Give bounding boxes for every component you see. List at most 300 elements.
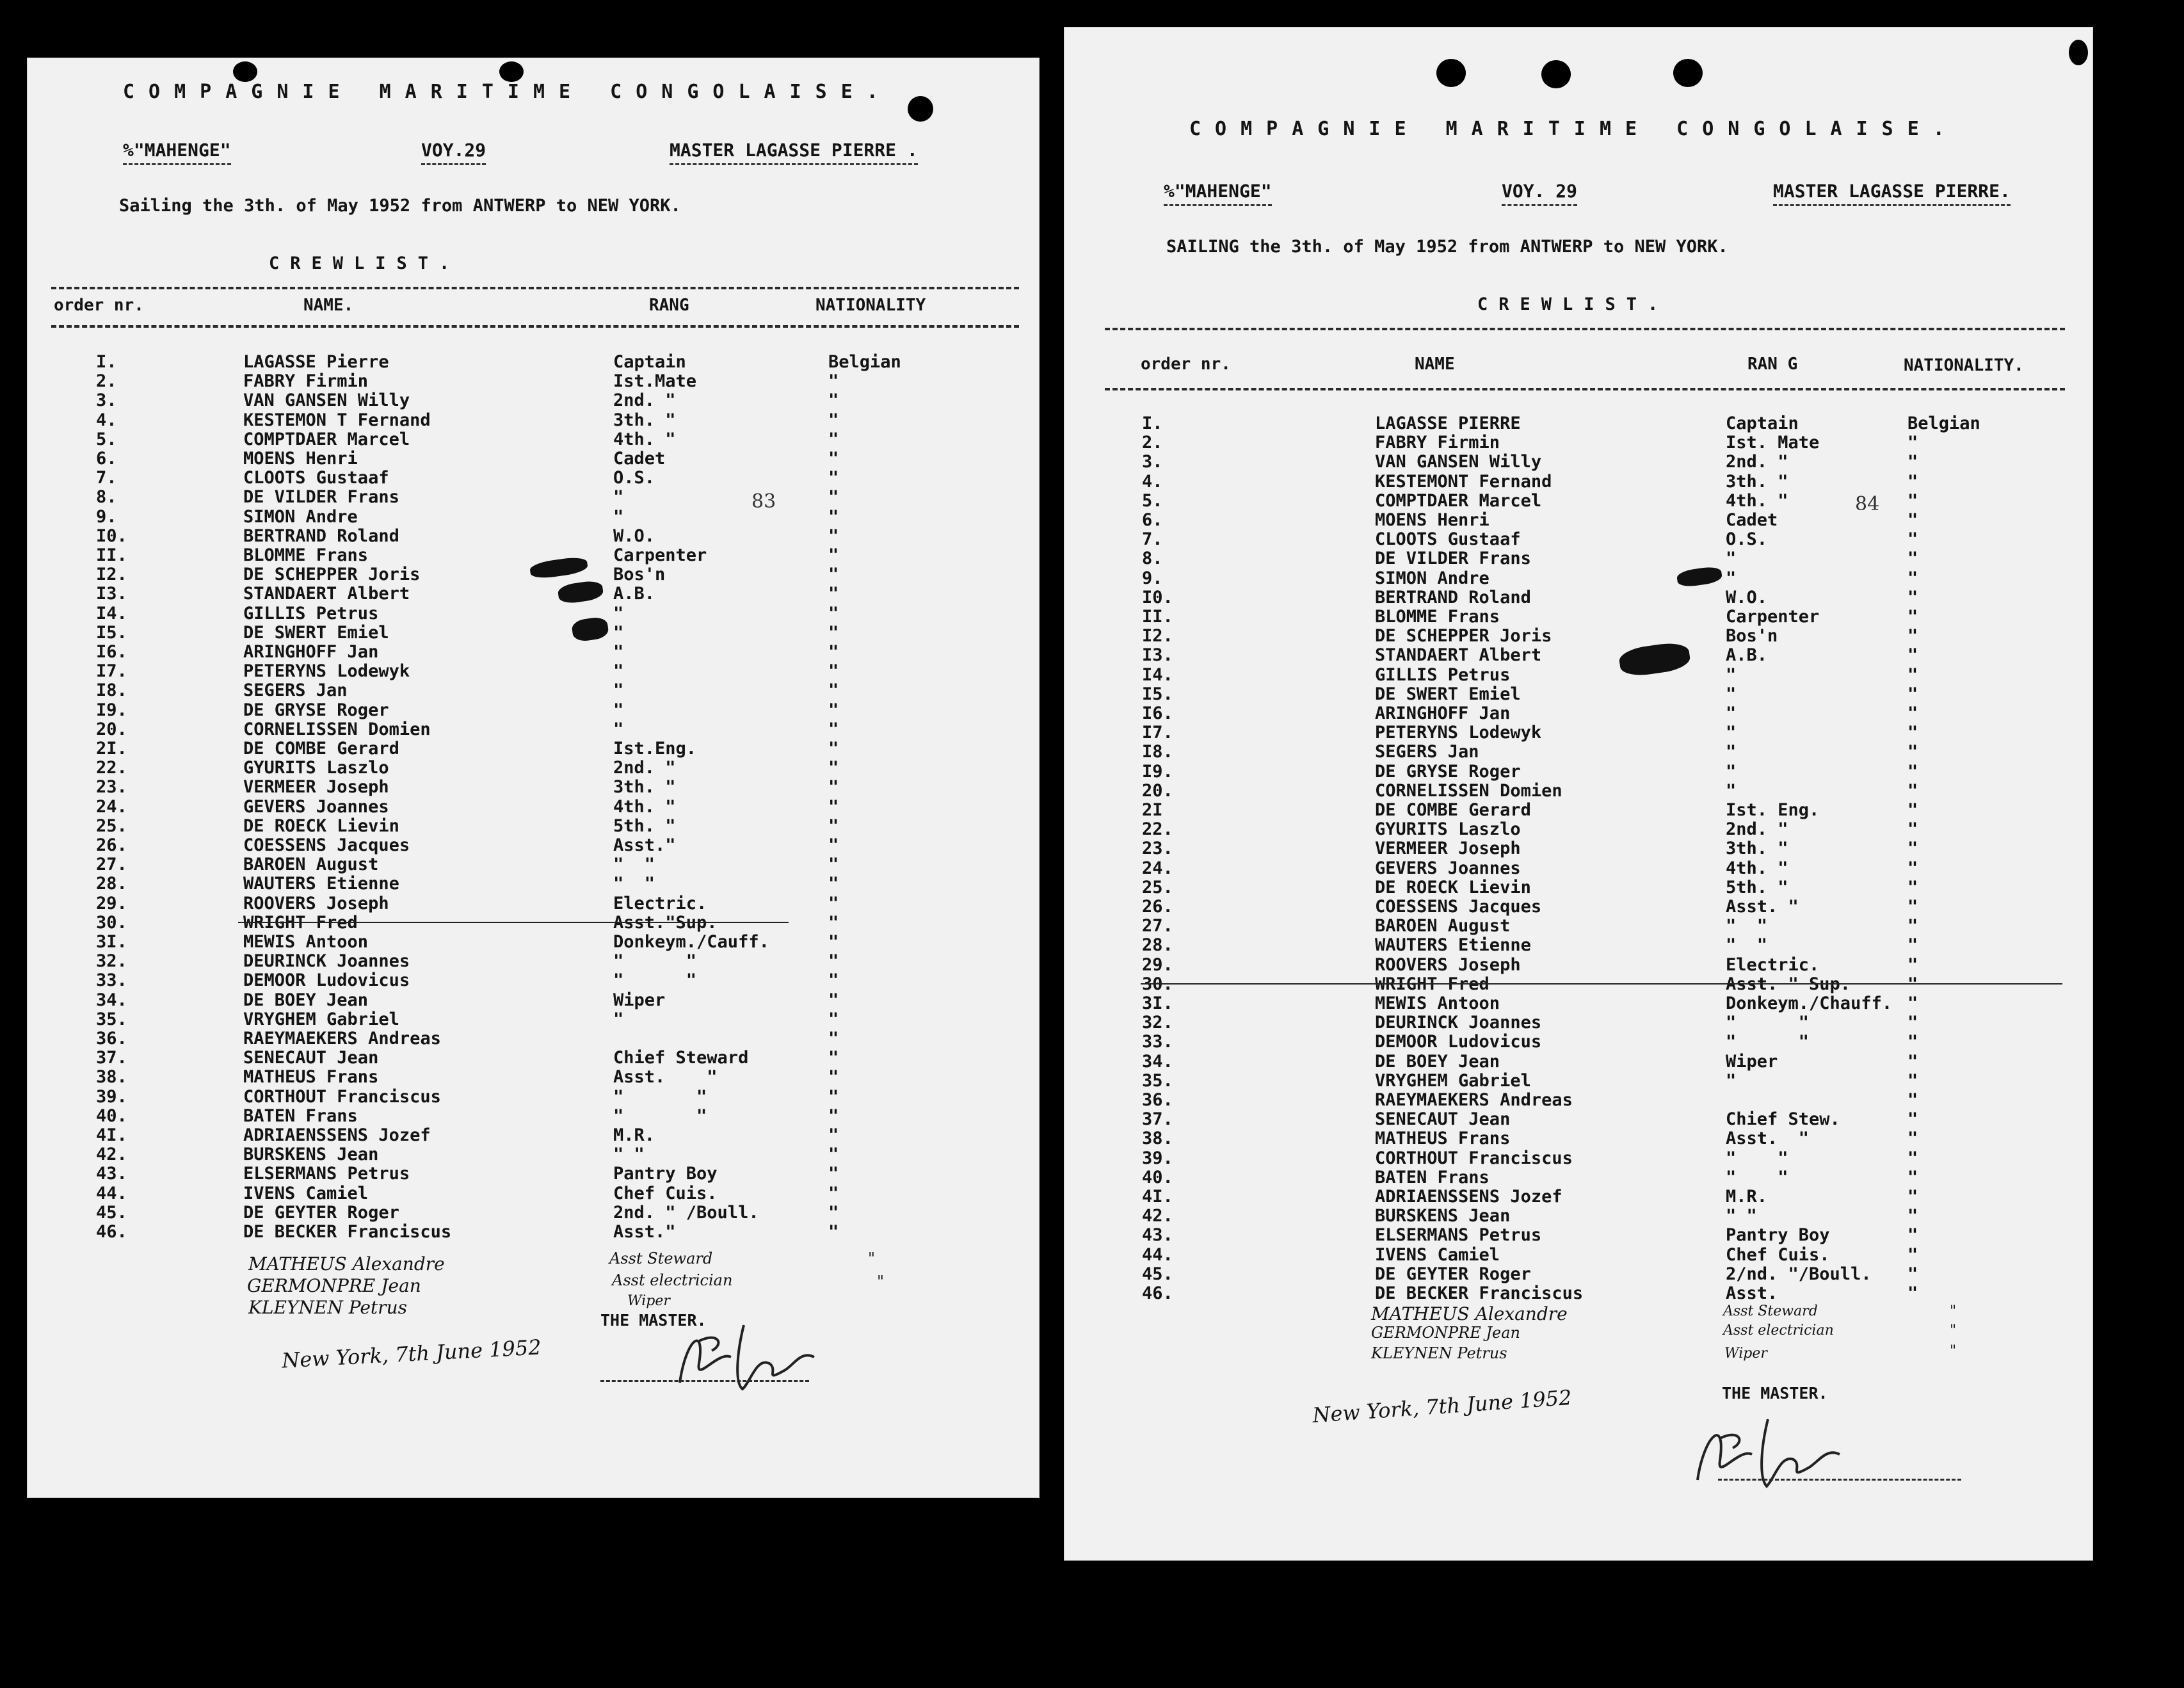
crew-rank: " xyxy=(1726,549,1737,569)
handwritten-rank: Asst electrician xyxy=(612,1271,733,1289)
crew-order-number: 28. xyxy=(1142,935,1173,956)
crew-rank: O.S. xyxy=(613,468,655,488)
crew-name: BATEN Frans xyxy=(1375,1167,1489,1187)
crew-rank: Captain xyxy=(1726,414,1799,433)
handwritten-ditto: " xyxy=(877,1273,885,1290)
crew-order-number: 5. xyxy=(1142,490,1163,511)
crew-order-number: 4I. xyxy=(96,1125,127,1145)
crew-rank: 5th. " xyxy=(613,816,676,836)
crew-row xyxy=(27,449,1040,468)
crew-order-number: 2I xyxy=(1142,800,1163,820)
crew-nationality: " xyxy=(828,603,839,623)
crew-name: DEURINCK Joannes xyxy=(243,951,410,972)
crew-name: COMPTDAER Marcel xyxy=(1375,490,1542,511)
crew-order-number: 40. xyxy=(1142,1167,1173,1187)
crew-row xyxy=(27,1125,1040,1145)
place-and-date: New York, 7th June 1952 xyxy=(1312,1385,1573,1428)
crew-rank: " xyxy=(1726,723,1737,743)
crew-nationality: " xyxy=(828,758,839,778)
crewlist-title: CREWLIST. xyxy=(1477,294,1669,314)
crew-rank: W.O. xyxy=(613,526,655,546)
crew-name: BURSKENS Jean xyxy=(1375,1206,1511,1226)
crew-nationality: " xyxy=(828,1067,839,1088)
crew-order-number: 24. xyxy=(1142,858,1173,878)
crew-row xyxy=(27,1087,1040,1106)
crew-name: BAROEN August xyxy=(243,855,379,875)
crew-row xyxy=(1064,1129,2093,1148)
crew-rank: Ist.Mate xyxy=(613,371,697,392)
crew-row xyxy=(27,970,1040,990)
crew-name: ROOVERS Joseph xyxy=(1375,954,1521,975)
crew-order-number: 26. xyxy=(96,835,127,855)
crew-name: STANDAERT Albert xyxy=(1375,645,1542,666)
crew-name: SENECAUT Jean xyxy=(243,1048,379,1068)
crew-row xyxy=(1064,723,2093,742)
crew-name: BURSKENS Jean xyxy=(243,1145,379,1165)
crew-name: CLOOTS Gustaaf xyxy=(1375,529,1521,550)
crew-rank: " xyxy=(1726,568,1737,588)
crew-rank: Wiper xyxy=(613,990,666,1010)
crew-nationality: Belgian xyxy=(1907,414,1980,433)
crew-name: DE BECKER Franciscus xyxy=(1375,1283,1584,1303)
crew-order-number: II. xyxy=(1142,607,1173,627)
crew-rank: Chief Steward xyxy=(613,1048,749,1068)
crew-name: BERTRAND Roland xyxy=(243,526,399,546)
crew-row xyxy=(1064,1090,2093,1109)
crew-row xyxy=(27,932,1040,951)
crew-name: BERTRAND Roland xyxy=(1375,587,1531,607)
crew-order-number: I5. xyxy=(1142,684,1173,704)
crew-nationality: " xyxy=(1907,858,1918,878)
crew-nationality: " xyxy=(1907,549,1918,569)
crew-order-number: 32. xyxy=(1142,1013,1173,1033)
crew-rank: 2nd. " /Boull. xyxy=(613,1202,759,1223)
crew-order-number: 22. xyxy=(1142,819,1173,840)
crew-row xyxy=(1064,1013,2093,1032)
crew-rank: " " xyxy=(613,1145,645,1165)
page-number: 83 xyxy=(751,490,776,513)
crew-row xyxy=(1064,472,2093,491)
handwritten-name: MATHEUS Alexandre xyxy=(248,1253,445,1274)
crew-name: DE COMBE Gerard xyxy=(1375,800,1531,820)
crew-name: DEMOOR Ludovicus xyxy=(243,970,410,991)
crew-name: MATHEUS Frans xyxy=(243,1067,379,1088)
crew-row xyxy=(1064,800,2093,819)
crew-nationality: " xyxy=(828,661,839,682)
crew-rank: Cadet xyxy=(1726,510,1778,530)
crew-nationality: " xyxy=(828,680,839,701)
handwritten-name: MATHEUS Alexandre xyxy=(1371,1303,1568,1324)
crew-nationality: " xyxy=(828,1164,839,1184)
crew-row xyxy=(27,1184,1040,1203)
crew-order-number: 36. xyxy=(96,1029,127,1049)
crew-order-number: 7. xyxy=(1142,529,1163,550)
crew-nationality: " xyxy=(1907,703,1918,723)
header-rule xyxy=(51,325,1019,328)
crew-row xyxy=(27,855,1040,874)
crew-rank: Asst. " Sup. xyxy=(1726,974,1851,994)
crew-name: WRIGHT Fred xyxy=(1375,974,1489,994)
crew-name: DE SWERT Emiel xyxy=(1375,684,1521,704)
crew-name: DEURINCK Joannes xyxy=(1375,1013,1542,1033)
crew-rank: Ist. Eng. xyxy=(1726,800,1820,820)
crew-name: COESSENS Jacques xyxy=(243,835,410,855)
header-rule xyxy=(1105,328,2065,330)
crew-rank: " xyxy=(613,603,624,623)
crew-rank: " xyxy=(613,661,624,682)
crew-name: DE GRYSE Roger xyxy=(1375,761,1521,782)
crew-nationality: " xyxy=(828,1029,839,1049)
crew-row xyxy=(1064,510,2093,529)
crew-row xyxy=(27,487,1040,506)
crew-order-number: I7. xyxy=(96,661,127,682)
crew-order-number: 26. xyxy=(1142,897,1173,917)
crew-order-number: I7. xyxy=(1142,723,1173,743)
crew-rank: W.O. xyxy=(1726,587,1768,607)
crew-order-number: 29. xyxy=(96,893,127,913)
crew-row xyxy=(1064,684,2093,703)
crew-row xyxy=(27,526,1040,545)
crew-nationality: " xyxy=(828,584,839,604)
handwritten-name: GERMONPRE Jean xyxy=(1371,1324,1520,1342)
crew-order-number: 43. xyxy=(1142,1225,1173,1246)
crew-row xyxy=(27,507,1040,526)
crew-rank: 2nd. " xyxy=(1726,452,1788,472)
column-nationality: NATIONALITY. xyxy=(1904,356,2024,375)
crew-row xyxy=(1064,588,2093,607)
crew-order-number: I3. xyxy=(1142,645,1173,666)
crew-order-number: 20. xyxy=(1142,780,1173,801)
crew-nationality: " xyxy=(828,410,839,430)
punch-hole xyxy=(1541,60,1571,88)
crew-order-number: 36. xyxy=(1142,1090,1173,1110)
crew-name: SIMON Andre xyxy=(243,506,358,527)
crew-rank: Electric. xyxy=(1726,954,1820,975)
crew-name: WAUTERS Etienne xyxy=(243,874,399,894)
crew-row xyxy=(1064,1052,2093,1071)
crew-order-number: 27. xyxy=(1142,916,1173,936)
crew-name: RAEYMAEKERS Andreas xyxy=(1375,1090,1573,1110)
crew-row xyxy=(1064,665,2093,684)
master-signature xyxy=(661,1312,840,1402)
crew-nationality: " xyxy=(828,777,839,798)
crew-row xyxy=(1064,433,2093,452)
company-name: COMPAGNIE MARITIME CONGOLAISE. xyxy=(123,81,892,103)
crew-order-number: 23. xyxy=(1142,839,1173,859)
crew-row xyxy=(1064,568,2093,588)
crew-nationality: " xyxy=(1907,897,1918,917)
crew-rank: " " xyxy=(613,1105,707,1126)
crew-order-number: 34. xyxy=(96,990,127,1010)
crew-rank: " " xyxy=(1726,1167,1788,1187)
crew-name: DE SCHEPPER Joris xyxy=(1375,626,1552,647)
crew-order-number: 42. xyxy=(1142,1206,1173,1226)
crew-nationality: " xyxy=(1907,490,1918,511)
crew-order-number: I4. xyxy=(96,603,127,623)
crew-row xyxy=(1064,645,2093,664)
crew-nationality: " xyxy=(1907,1148,1918,1168)
crew-row xyxy=(27,352,1040,371)
handwritten-ditto: " xyxy=(1950,1343,1957,1359)
crew-name: FABRY Firmin xyxy=(1375,433,1500,453)
crew-name: CLOOTS Gustaaf xyxy=(243,468,389,488)
crew-nationality: " xyxy=(1907,916,1918,936)
crew-name: STANDAERT Albert xyxy=(243,584,410,604)
crew-order-number: 4. xyxy=(96,410,117,430)
crew-nationality: " xyxy=(1907,1225,1918,1246)
crew-rank: Asst. xyxy=(1726,1283,1778,1303)
header-rule xyxy=(1105,388,2065,390)
crew-nationality: " xyxy=(828,506,839,527)
crew-row xyxy=(1064,414,2093,433)
sailing-line: SAILING the 3th. of May 1952 from ANTWERP to NEW YORK. xyxy=(1166,237,1728,257)
crew-name: ARINGHOFF Jan xyxy=(1375,703,1511,723)
crew-name: DE GRYSE Roger xyxy=(243,700,389,720)
crew-nationality: " xyxy=(1907,1032,1918,1052)
crew-row xyxy=(27,739,1040,758)
crew-order-number: 39. xyxy=(96,1086,127,1107)
crew-order-number: 8. xyxy=(96,487,117,508)
crew-order-number: 24. xyxy=(96,796,127,817)
crew-name: ADRIAENSSENS Jozef xyxy=(1375,1187,1562,1207)
crew-nationality: " xyxy=(1907,761,1918,782)
crew-row xyxy=(27,951,1040,970)
crew-name: VAN GANSEN Willy xyxy=(243,390,410,411)
crew-nationality: " xyxy=(1907,800,1918,820)
crew-row xyxy=(1064,1245,2093,1264)
crew-rank: Chef Cuis. xyxy=(613,1183,718,1203)
crew-nationality: " xyxy=(1907,433,1918,453)
crew-row xyxy=(1064,1032,2093,1051)
crew-nationality: " xyxy=(828,565,839,585)
crew-name: GEVERS Joannes xyxy=(1375,858,1521,878)
crew-row xyxy=(27,1164,1040,1183)
crew-order-number: 5. xyxy=(96,429,117,449)
crew-name: GYURITS Laszlo xyxy=(243,758,389,778)
handwritten-ditto: " xyxy=(1950,1322,1957,1338)
crew-name: LAGASSE PIERRE xyxy=(1375,414,1521,433)
crew-order-number: 33. xyxy=(1142,1032,1173,1052)
crew-rank: " xyxy=(613,622,624,643)
crew-nationality: " xyxy=(828,449,839,469)
crew-rank: Asst. " xyxy=(1726,1129,1810,1149)
crew-rank: Pantry Boy xyxy=(1726,1225,1830,1246)
crew-row xyxy=(27,390,1040,410)
crew-order-number: 27. xyxy=(96,855,127,875)
crew-row xyxy=(27,990,1040,1009)
crew-name: MEWIS Antoon xyxy=(243,932,369,952)
column-name: NAME xyxy=(1415,355,1455,374)
crew-rank: " " xyxy=(1726,1013,1810,1033)
crew-name: DE SCHEPPER Joris xyxy=(243,565,421,585)
crewlist-sheet-right xyxy=(1064,27,2093,1561)
crew-order-number: 3. xyxy=(96,390,117,411)
crew-rank: " xyxy=(1726,780,1737,801)
crew-name: MOENS Henri xyxy=(243,449,358,469)
crew-row xyxy=(27,371,1040,390)
column-rank: RAN G xyxy=(1747,355,1798,374)
punch-hole xyxy=(2069,40,2088,65)
crew-name: SIMON Andre xyxy=(1375,568,1489,588)
crew-order-number: 3. xyxy=(1142,452,1163,472)
crew-order-number: 40. xyxy=(96,1105,127,1126)
crew-nationality: " xyxy=(828,816,839,836)
crew-order-number: I2. xyxy=(1142,626,1173,647)
crew-rank: Donkeym./Chauff. xyxy=(1726,993,1893,1013)
crew-rank: Bos'n xyxy=(1726,626,1778,647)
crew-name: ROOVERS Joseph xyxy=(243,893,389,913)
crew-nationality: " xyxy=(828,390,839,411)
crew-name: IVENS Camiel xyxy=(243,1183,369,1203)
crew-rank: " " xyxy=(1726,916,1768,936)
crew-rank: " xyxy=(613,680,624,701)
ship-name: %"MAHENGE" xyxy=(123,140,231,165)
crew-row xyxy=(1064,839,2093,858)
crew-order-number: I5. xyxy=(96,622,127,643)
crew-rank: Asst." xyxy=(613,835,676,855)
crew-order-number: 29. xyxy=(1142,954,1173,975)
crew-rank: " xyxy=(613,1009,624,1029)
crew-nationality: " xyxy=(828,719,839,739)
crew-order-number: I3. xyxy=(96,584,127,604)
handwritten-rank: Wiper xyxy=(1724,1346,1767,1362)
crew-nationality: " xyxy=(828,1125,839,1145)
crew-name: DE ROECK Lievin xyxy=(243,816,399,836)
crew-order-number: II. xyxy=(96,545,127,565)
crew-row xyxy=(27,913,1040,932)
crew-name: BLOMME Frans xyxy=(243,545,369,565)
crew-name: BATEN Frans xyxy=(243,1105,358,1126)
crew-row xyxy=(27,661,1040,680)
crew-rank: " " xyxy=(613,874,655,894)
crew-order-number: 38. xyxy=(96,1067,127,1088)
crew-name: GYURITS Laszlo xyxy=(1375,819,1521,840)
crew-name: PETERYNS Lodewyk xyxy=(1375,723,1542,743)
crew-nationality: " xyxy=(1907,587,1918,607)
crew-order-number: I. xyxy=(1142,414,1163,433)
crew-row xyxy=(27,1029,1040,1048)
crew-nationality: " xyxy=(828,855,839,875)
crew-name: MOENS Henri xyxy=(1375,510,1489,530)
crew-row xyxy=(27,468,1040,487)
crew-nationality: " xyxy=(828,970,839,991)
crew-order-number: 37. xyxy=(96,1048,127,1068)
crew-row xyxy=(27,816,1040,835)
crew-nationality: " xyxy=(1907,780,1918,801)
crew-row xyxy=(1064,1225,2093,1244)
crew-name: COMPTDAER Marcel xyxy=(243,429,410,449)
crew-row xyxy=(1064,1071,2093,1090)
master-name: MASTER LAGASSE PIERRE . xyxy=(670,140,918,165)
handwritten-name: GERMONPRE Jean xyxy=(247,1275,421,1296)
crew-name: DE VILDER Frans xyxy=(1375,549,1531,569)
crew-rank: " xyxy=(1726,1070,1737,1091)
handwritten-rank: Asst Steward xyxy=(1723,1303,1818,1319)
crew-name: CORTHOUT Franciscus xyxy=(1375,1148,1573,1168)
crew-name: BLOMME Frans xyxy=(1375,607,1500,627)
crew-row xyxy=(27,1145,1040,1164)
company-name: COMPAGNIE MARITIME CONGOLAISE. xyxy=(1189,118,1959,140)
crew-nationality: " xyxy=(1907,1206,1918,1226)
crew-nationality: " xyxy=(828,835,839,855)
crew-rank: 2nd. " xyxy=(1726,819,1788,840)
crew-nationality: " xyxy=(1907,1129,1918,1149)
crew-order-number: 2. xyxy=(1142,433,1163,453)
crew-order-number: 32. xyxy=(96,951,127,972)
crew-order-number: 25. xyxy=(1142,877,1173,897)
crew-name: MATHEUS Frans xyxy=(1375,1129,1511,1149)
crew-rank: A.B. xyxy=(1726,645,1768,666)
crew-row xyxy=(1064,549,2093,568)
strike-through-line xyxy=(1141,983,2062,985)
crew-rank: " xyxy=(1726,742,1737,762)
crew-nationality: " xyxy=(828,700,839,720)
crewlist-sheet-left xyxy=(27,58,1040,1498)
crew-row xyxy=(1064,491,2093,510)
voyage-number: VOY. 29 xyxy=(1502,181,1577,206)
crew-rank: " " xyxy=(1726,1032,1810,1052)
crew-row xyxy=(27,1203,1040,1222)
crew-rank: Asst." xyxy=(613,1222,676,1242)
column-name: NAME. xyxy=(303,296,354,315)
punch-hole xyxy=(499,61,524,82)
crew-nationality: " xyxy=(828,1009,839,1029)
crew-rank: Pantry Boy xyxy=(613,1164,718,1184)
crew-row xyxy=(1064,974,2093,993)
crew-nationality: " xyxy=(1907,607,1918,627)
crew-nationality: " xyxy=(828,932,839,952)
crew-name: PETERYNS Lodewyk xyxy=(243,661,410,682)
crew-rank: 2nd. " xyxy=(613,758,676,778)
crew-row xyxy=(1064,916,2093,935)
crew-rank: " xyxy=(613,642,624,662)
crew-order-number: 2. xyxy=(96,371,117,392)
crew-rank: M.R. xyxy=(613,1125,655,1145)
crew-rank: Chief Stew. xyxy=(1726,1109,1840,1130)
crew-nationality: " xyxy=(1907,1187,1918,1207)
crew-nationality: " xyxy=(1907,1244,1918,1265)
punch-hole xyxy=(1436,59,1466,87)
crew-nationality: " xyxy=(1907,626,1918,647)
crew-rank: " " xyxy=(1726,1148,1788,1168)
crew-nationality: " xyxy=(1907,1013,1918,1033)
crew-order-number: 44. xyxy=(96,1183,127,1203)
crew-row xyxy=(1064,897,2093,916)
crew-nationality: " xyxy=(828,642,839,662)
crew-rank: 3th. " xyxy=(613,410,676,430)
crew-rank: Chef Cuis. xyxy=(1726,1244,1830,1265)
crew-order-number: 20. xyxy=(96,719,127,739)
handwritten-rank: Asst electrician xyxy=(1723,1322,1834,1338)
crew-row xyxy=(1064,819,2093,839)
crew-nationality: " xyxy=(828,796,839,817)
crew-order-number: 9. xyxy=(1142,568,1163,588)
crew-row xyxy=(27,797,1040,816)
crew-nationality: " xyxy=(828,1086,839,1107)
punch-hole xyxy=(908,96,933,122)
handwritten-name: KLEYNEN Petrus xyxy=(248,1297,407,1318)
crew-rank: O.S. xyxy=(1726,529,1768,550)
crew-rank: " xyxy=(1726,664,1737,685)
crew-row xyxy=(1064,742,2093,761)
crew-rank: " xyxy=(1726,703,1737,723)
crew-rank: 2/nd. "/Boull. xyxy=(1726,1264,1872,1284)
crew-nationality: " xyxy=(1907,1167,1918,1187)
crew-name: VRYGHEM Gabriel xyxy=(1375,1070,1531,1091)
crew-order-number: 6. xyxy=(96,449,117,469)
crew-row xyxy=(27,700,1040,719)
crew-nationality: " xyxy=(828,526,839,546)
